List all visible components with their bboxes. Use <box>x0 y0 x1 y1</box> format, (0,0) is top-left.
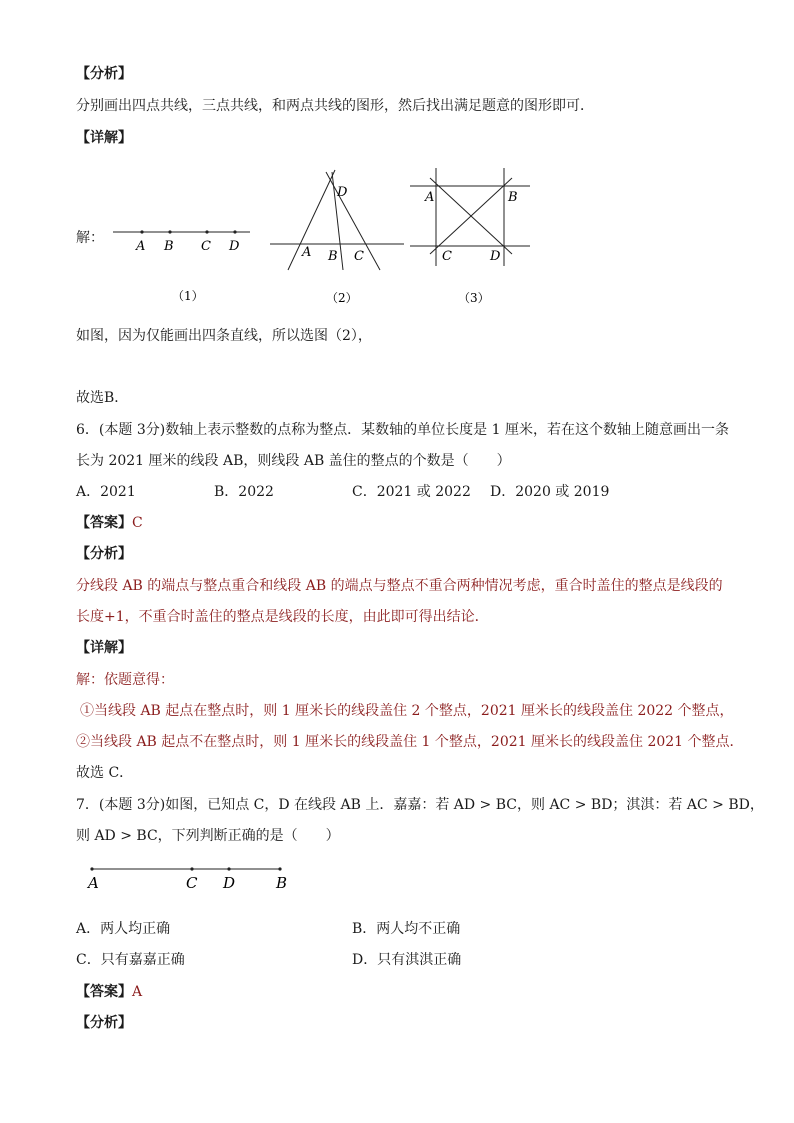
q7-option-d: D．只有淇淇正确 <box>352 952 462 968</box>
q7-option-c: C．只有嘉嘉正确 <box>76 952 185 968</box>
fig2-label-d: D <box>337 185 348 200</box>
q5-figure-2 <box>268 168 408 310</box>
q7-label-b: B <box>276 874 288 892</box>
q7-point-a <box>90 867 93 870</box>
q7-stem-line-1: 7．(本题 3分)如图，已知点 C，D 在线段 AB 上．嘉嘉：若 AD > BC，则 AC > BD；淇淇：若 AC > BD， <box>76 797 764 813</box>
q6-detail-label: 【详解】 <box>76 640 132 656</box>
q6-option-a: A．2021 <box>76 484 136 500</box>
q6-option-d: D．2020 或 2019 <box>490 484 610 500</box>
q5-analysis-label: 【分析】 <box>76 66 132 82</box>
q6-option-c: C．2021 或 2022 <box>352 484 471 500</box>
fig2-caption: （2） <box>326 291 358 305</box>
q6-answer-label: 【答案】 <box>76 515 132 531</box>
fig2-label-c: C <box>354 249 364 264</box>
fig3-label-d: D <box>490 249 501 264</box>
q6-option-b: B．2022 <box>214 484 274 500</box>
fig3-label-b: B <box>508 190 518 205</box>
fig3-caption: （3） <box>458 291 490 305</box>
q7-label-c: C <box>186 874 198 892</box>
fig1-point-c <box>205 230 208 233</box>
q7-analysis-label: 【分析】 <box>76 1015 132 1031</box>
fig3-label-a: A <box>425 190 435 205</box>
fig2-label-a: A <box>302 245 312 260</box>
fig1-label-b: B <box>164 239 174 254</box>
q6-choose: 故选 C． <box>76 765 134 781</box>
q7-stem-line-2: 则 AD > BC，下列判断正确的是（ ） <box>76 828 340 844</box>
fig1-label-c: C <box>201 239 211 254</box>
q6-solve: 解：依题意得： <box>76 672 174 688</box>
fig1-label-d: D <box>229 239 240 254</box>
q7-point-d <box>227 867 230 870</box>
q7-point-b <box>278 867 281 870</box>
fig1-point-a <box>140 230 143 233</box>
q7-answer-value: A <box>132 984 143 1000</box>
q6-analysis-line-2: 长度+1，不重合时盖住的整点是线段的长度，由此即可得出结论． <box>76 609 489 625</box>
fig1-point-b <box>168 230 171 233</box>
q7-segment-figure <box>84 860 294 900</box>
q6-analysis-line-1: 分线段 AB 的端点与整点重合和线段 AB 的端点与整点不重合两种情况考虑，重合时盖住的整点是线段的 <box>76 578 723 594</box>
q6-case-1: ①当线段 AB 起点在整点时，则 1 厘米长的线段盖住 2 个整点，2021 厘米长的线段盖住 2022 个整点， <box>80 703 734 719</box>
q6-case-2: ②当线段 AB 起点不在整点时，则 1 厘米长的线段盖住 1 个整点，2021 厘米长的线段盖住 2021 个整点． <box>76 734 744 750</box>
q7-label-d: D <box>223 874 236 892</box>
q7-answer-label: 【答案】 <box>76 984 132 1000</box>
q5-figure-1 <box>110 220 255 310</box>
fig1-caption: （1） <box>172 289 204 303</box>
fig3-label-c: C <box>442 249 452 264</box>
q6-stem-line-2: 长为 2021 厘米的线段 AB，则线段 AB 盖住的整点的个数是（ ） <box>76 453 511 469</box>
fig1-label-a: A <box>136 239 146 254</box>
q6-stem-line-1: 6．(本题 3分)数轴上表示整数的点称为整点．某数轴的单位长度是 1 厘米，若在这个数轴上随意画出一条 <box>76 422 729 438</box>
q5-figure-3 <box>408 164 536 310</box>
fig1-point-d <box>233 230 236 233</box>
q6-answer-value: C <box>132 515 143 531</box>
q5-analysis-text: 分别画出四点共线，三点共线，和两点共线的图形，然后找出满足题意的图形即可． <box>76 98 594 114</box>
q7-point-c <box>190 867 193 870</box>
q6-analysis-label: 【分析】 <box>76 546 132 562</box>
q7-answer-row <box>76 982 142 1002</box>
q5-detail-label: 【详解】 <box>76 130 132 146</box>
q5-choose: 故选B． <box>76 390 129 406</box>
q5-conclusion: 如图，因为仅能画出四条直线，所以选图（2）， <box>76 328 372 344</box>
fig2-label-b: B <box>328 249 338 264</box>
q5-solve-prefix: 解： <box>76 230 104 246</box>
q7-label-a: A <box>88 874 99 892</box>
q6-answer-row <box>76 513 143 533</box>
q7-option-a: A．两人均正确 <box>76 921 171 937</box>
q7-option-b: B．两人均不正确 <box>352 921 461 937</box>
